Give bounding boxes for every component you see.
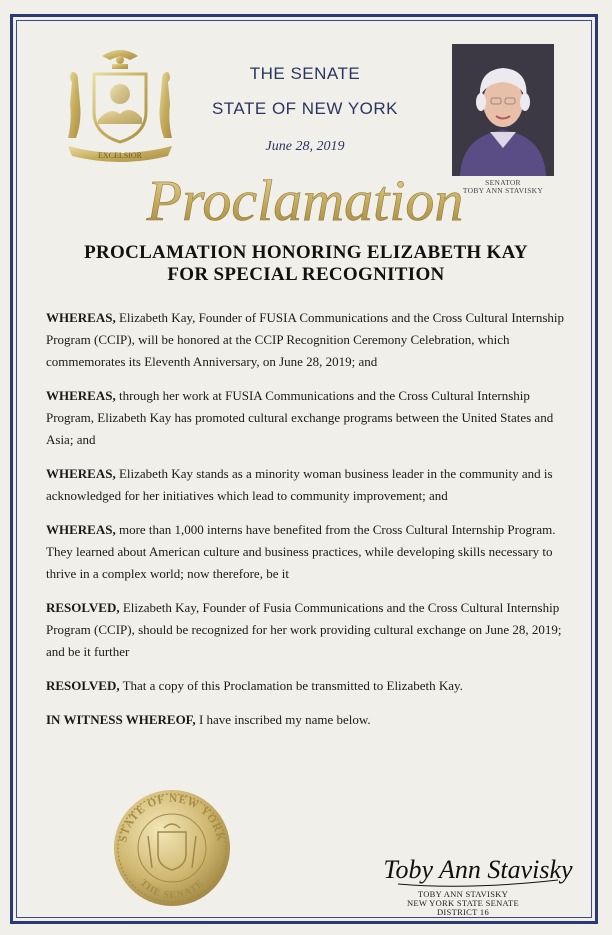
signature-script: Toby Ann Stavisky [383, 855, 573, 884]
crest-motto: EXCELSIOR [98, 151, 142, 160]
paragraph-lead: WHEREAS, [46, 388, 116, 403]
paragraph-1 [46, 307, 568, 373]
senate-seal-icon [108, 788, 236, 908]
paragraph-2 [46, 385, 568, 451]
paragraph-7 [46, 709, 568, 731]
seal-text-top: STATE OF NEW YORK [117, 792, 227, 844]
paragraph-text: Elizabeth Kay stands as a minority woman business leader in the community and is acknowledged for her initiatives which lead to community improvement; and [46, 466, 553, 503]
proclamation-heading-line1: PROCLAMATION HONORING ELIZABETH KAY [84, 242, 528, 263]
paragraph-text: Elizabeth Kay, Founder of Fusia Communications and the Cross Cultural Internship Program (CCIP), should be recognized for her work providing cultural exchange on June 28, 2019; and be it further [46, 600, 562, 659]
paragraph-text: through her work at FUSIA Communications and the Cross Cultural Internship Program, Elizabeth Kay has promoted cultural exchange programs between the United States and Asia; and [46, 388, 554, 447]
paragraph-lead: WHEREAS, [46, 310, 116, 325]
script-title-text: Proclamation [146, 168, 464, 233]
proclamation-body [46, 307, 568, 743]
photo-caption-name: TOBY ANN STAVISKY [462, 186, 544, 195]
paragraph-6 [46, 675, 568, 697]
signer-name: TOBY ANN STAVISKY [417, 889, 509, 899]
script-title [115, 162, 495, 242]
state-crest-icon [50, 42, 190, 167]
paragraph-text: more than 1,000 interns have benefited from the Cross Cultural Internship Program. They learned about American culture and business practices, while developing skills necessary to thrive in a complex world; now therefore, be it [46, 522, 556, 581]
paragraph-lead: RESOLVED, [46, 600, 120, 615]
paragraph-lead: WHEREAS, [46, 522, 116, 537]
proclamation-heading-line2: FOR SPECIAL RECOGNITION [167, 264, 445, 285]
signer-district: DISTRICT 16 [436, 907, 490, 917]
senator-portrait-icon [452, 44, 554, 176]
paragraph-lead: RESOLVED, [46, 678, 120, 693]
paragraph-lead: WHEREAS, [46, 466, 116, 481]
proclamation-date: June 28, 2019 [265, 139, 345, 154]
signer-office: NEW YORK STATE SENATE [406, 898, 520, 908]
senate-title: THE SENATE [249, 64, 361, 83]
paragraph-lead: IN WITNESS WHEREOF, [46, 712, 196, 727]
paragraph-5 [46, 597, 568, 663]
state-title: STATE OF NEW YORK [211, 99, 399, 118]
senator-photo [452, 44, 554, 176]
signature-icon [378, 844, 578, 892]
seal-text-bottom: THE SENATE [137, 877, 207, 902]
paragraph-text: I have inscribed my name below. [195, 712, 371, 727]
paragraph-4 [46, 519, 568, 585]
paragraph-text: Elizabeth Kay, Founder of FUSIA Communications and the Cross Cultural Internship Program (CCIP), will be honored at the CCIP Recognition Ceremony Celebration, which commemorates its Eleventh Anniversary, on June 28, 2019; and [46, 310, 565, 369]
paragraph-text: That a copy of this Proclamation be transmitted to Elizabeth Kay. [119, 678, 463, 693]
paragraph-3 [46, 463, 568, 507]
photo-caption-title: SENATOR [485, 178, 521, 187]
